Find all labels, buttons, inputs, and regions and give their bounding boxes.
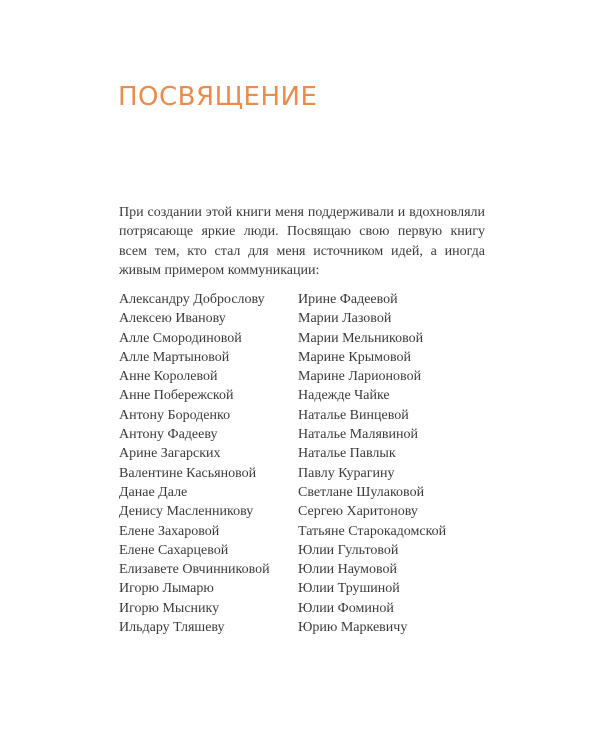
dedication-name: Анне Побережской [119,388,234,404]
dedication-name: Юрию Маркевичу [298,620,408,636]
dedication-name: Надежде Чайке [298,388,390,404]
dedication-name: Денису Масленникову [119,504,254,520]
dedication-name: Алле Смородиновой [119,330,242,346]
dedication-name: Светлане Шулаковой [298,484,425,500]
dedication-name: Наталье Винцевой [298,407,409,423]
page-title: ПОСВЯЩЕНИЕ [118,82,318,112]
dedication-name: Антону Бороденко [119,407,231,423]
dedication-name: Ильдару Тляшеву [119,620,225,636]
dedication-name: Юлии Фоминой [298,600,394,616]
dedication-name: Александру Доброслову [119,292,265,307]
dedication-name: Татьяне Старокадомской [298,523,447,539]
dedication-name: Марине Ларионовой [298,369,422,385]
dedication-name: Ирине Фадеевой [298,292,398,307]
names-list-right [298,290,446,637]
dedication-name: Сергею Харитонову [298,504,418,520]
dedication-name: Марии Мельниковой [298,330,424,346]
dedication-name: Игорю Лымарю [119,581,214,597]
dedication-name: Марии Лазовой [298,311,392,327]
dedication-name: Алексею Иванову [119,311,226,327]
dedication-name: Алле Мартыновой [119,349,230,365]
dedication-name: Марине Крымовой [298,349,411,365]
dedication-name: Павлу Курагину [298,465,395,481]
dedication-name: Антону Фадееву [119,427,218,443]
dedication-name: Наталье Павлык [298,446,396,462]
dedication-name: Юлии Трушиной [298,581,400,597]
dedication-name: Елене Сахарцевой [119,542,229,558]
dedication-name: Валентине Касьяновой [119,465,257,481]
names-list-left [119,290,291,637]
dedication-name: Юлии Гультовой [298,542,399,558]
dedication-name: Анне Королевой [119,369,218,385]
intro-paragraph: При создании этой книги меня поддерживали и вдохновляли потрясающе яркие люди. Посвящаю свою первую книгу всем тем, кто стал для меня источником идей, а иногда живым примером коммуникации: [119,205,485,279]
dedication-name: Игорю Мыснику [119,600,220,616]
dedication-name: Арине Загарских [119,446,221,462]
dedication-name: Елизавете Овчинниковой [119,562,270,578]
dedication-name: Юлии Наумовой [298,562,397,578]
dedication-name: Наталье Малявиной [298,427,418,443]
dedication-name: Данае Дале [119,484,188,500]
dedication-name: Елене Захаровой [119,523,220,539]
